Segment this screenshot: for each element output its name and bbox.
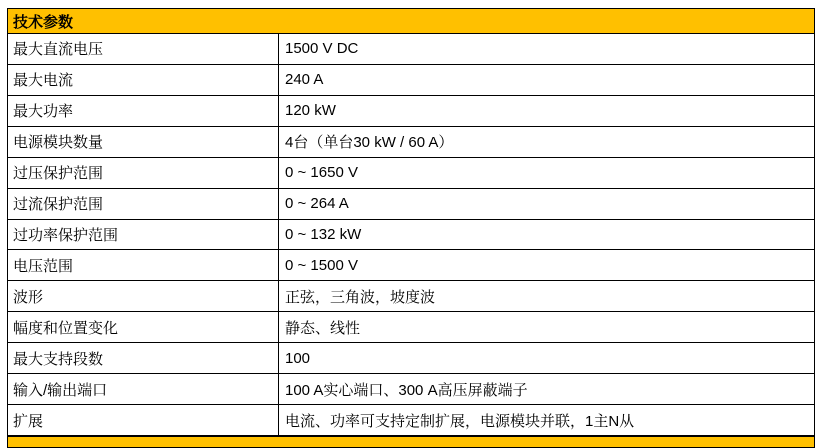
- param-value-cell: 正弦，三角波，坡度波: [285, 288, 436, 306]
- next-section-header-partial: [7, 436, 815, 448]
- table-row: [8, 312, 814, 343]
- param-name-cell: 幅度和位置变化: [8, 312, 279, 342]
- table-body: [8, 34, 814, 435]
- table-row: [8, 405, 814, 435]
- table-row: [8, 250, 814, 281]
- table-section-title: 技术参数: [13, 13, 74, 31]
- param-name-cell: 最大电流: [8, 65, 279, 95]
- param-name-cell: 波形: [8, 281, 279, 311]
- param-name-cell: 最大直流电压: [8, 34, 279, 64]
- param-name-cell: 过流保护范围: [8, 189, 279, 219]
- table-row: [8, 34, 814, 65]
- param-value-cell: 电流、功率可支持定制扩展，电源模块并联，1主N从: [285, 412, 635, 430]
- param-value-cell: 100 A实心端口、300 A高压屏蔽端子: [285, 381, 528, 399]
- param-value-cell: 静态、线性: [285, 319, 361, 337]
- param-value-cell: 240 A: [285, 71, 324, 89]
- table-row: [8, 189, 814, 220]
- table-row: [8, 220, 814, 251]
- param-name-cell: 最大支持段数: [8, 343, 279, 373]
- table-row: [8, 374, 814, 405]
- table-row: [8, 96, 814, 127]
- table-section-header: [8, 9, 814, 34]
- table-row: [8, 65, 814, 96]
- param-value-cell: 0 ~ 1650 V: [285, 164, 358, 182]
- param-name-cell: 输入/输出端口: [8, 374, 279, 404]
- param-value-cell: 0 ~ 264 A: [285, 195, 349, 213]
- table-row: [8, 281, 814, 312]
- table-row: [8, 343, 814, 374]
- param-value-cell: 100: [285, 349, 311, 367]
- param-name-cell: 电压范围: [8, 250, 279, 280]
- param-value-cell: 4台（单台30 kW / 60 A）: [285, 134, 454, 152]
- param-name-cell: 最大功率: [8, 96, 279, 126]
- param-value-cell: 1500 V DC: [285, 40, 359, 58]
- param-value-cell: 120 kW: [285, 102, 336, 120]
- param-name-cell: 过功率保护范围: [8, 220, 279, 250]
- param-value-cell: 0 ~ 1500 V: [285, 256, 358, 274]
- param-value-cell: 0 ~ 132 kW: [285, 225, 362, 243]
- spec-table: [7, 8, 815, 436]
- param-name-cell: 过压保护范围: [8, 158, 279, 188]
- param-name-cell: 电源模块数量: [8, 127, 279, 157]
- table-row: [8, 127, 814, 158]
- param-name-cell: 扩展: [8, 405, 279, 435]
- table-row: [8, 158, 814, 189]
